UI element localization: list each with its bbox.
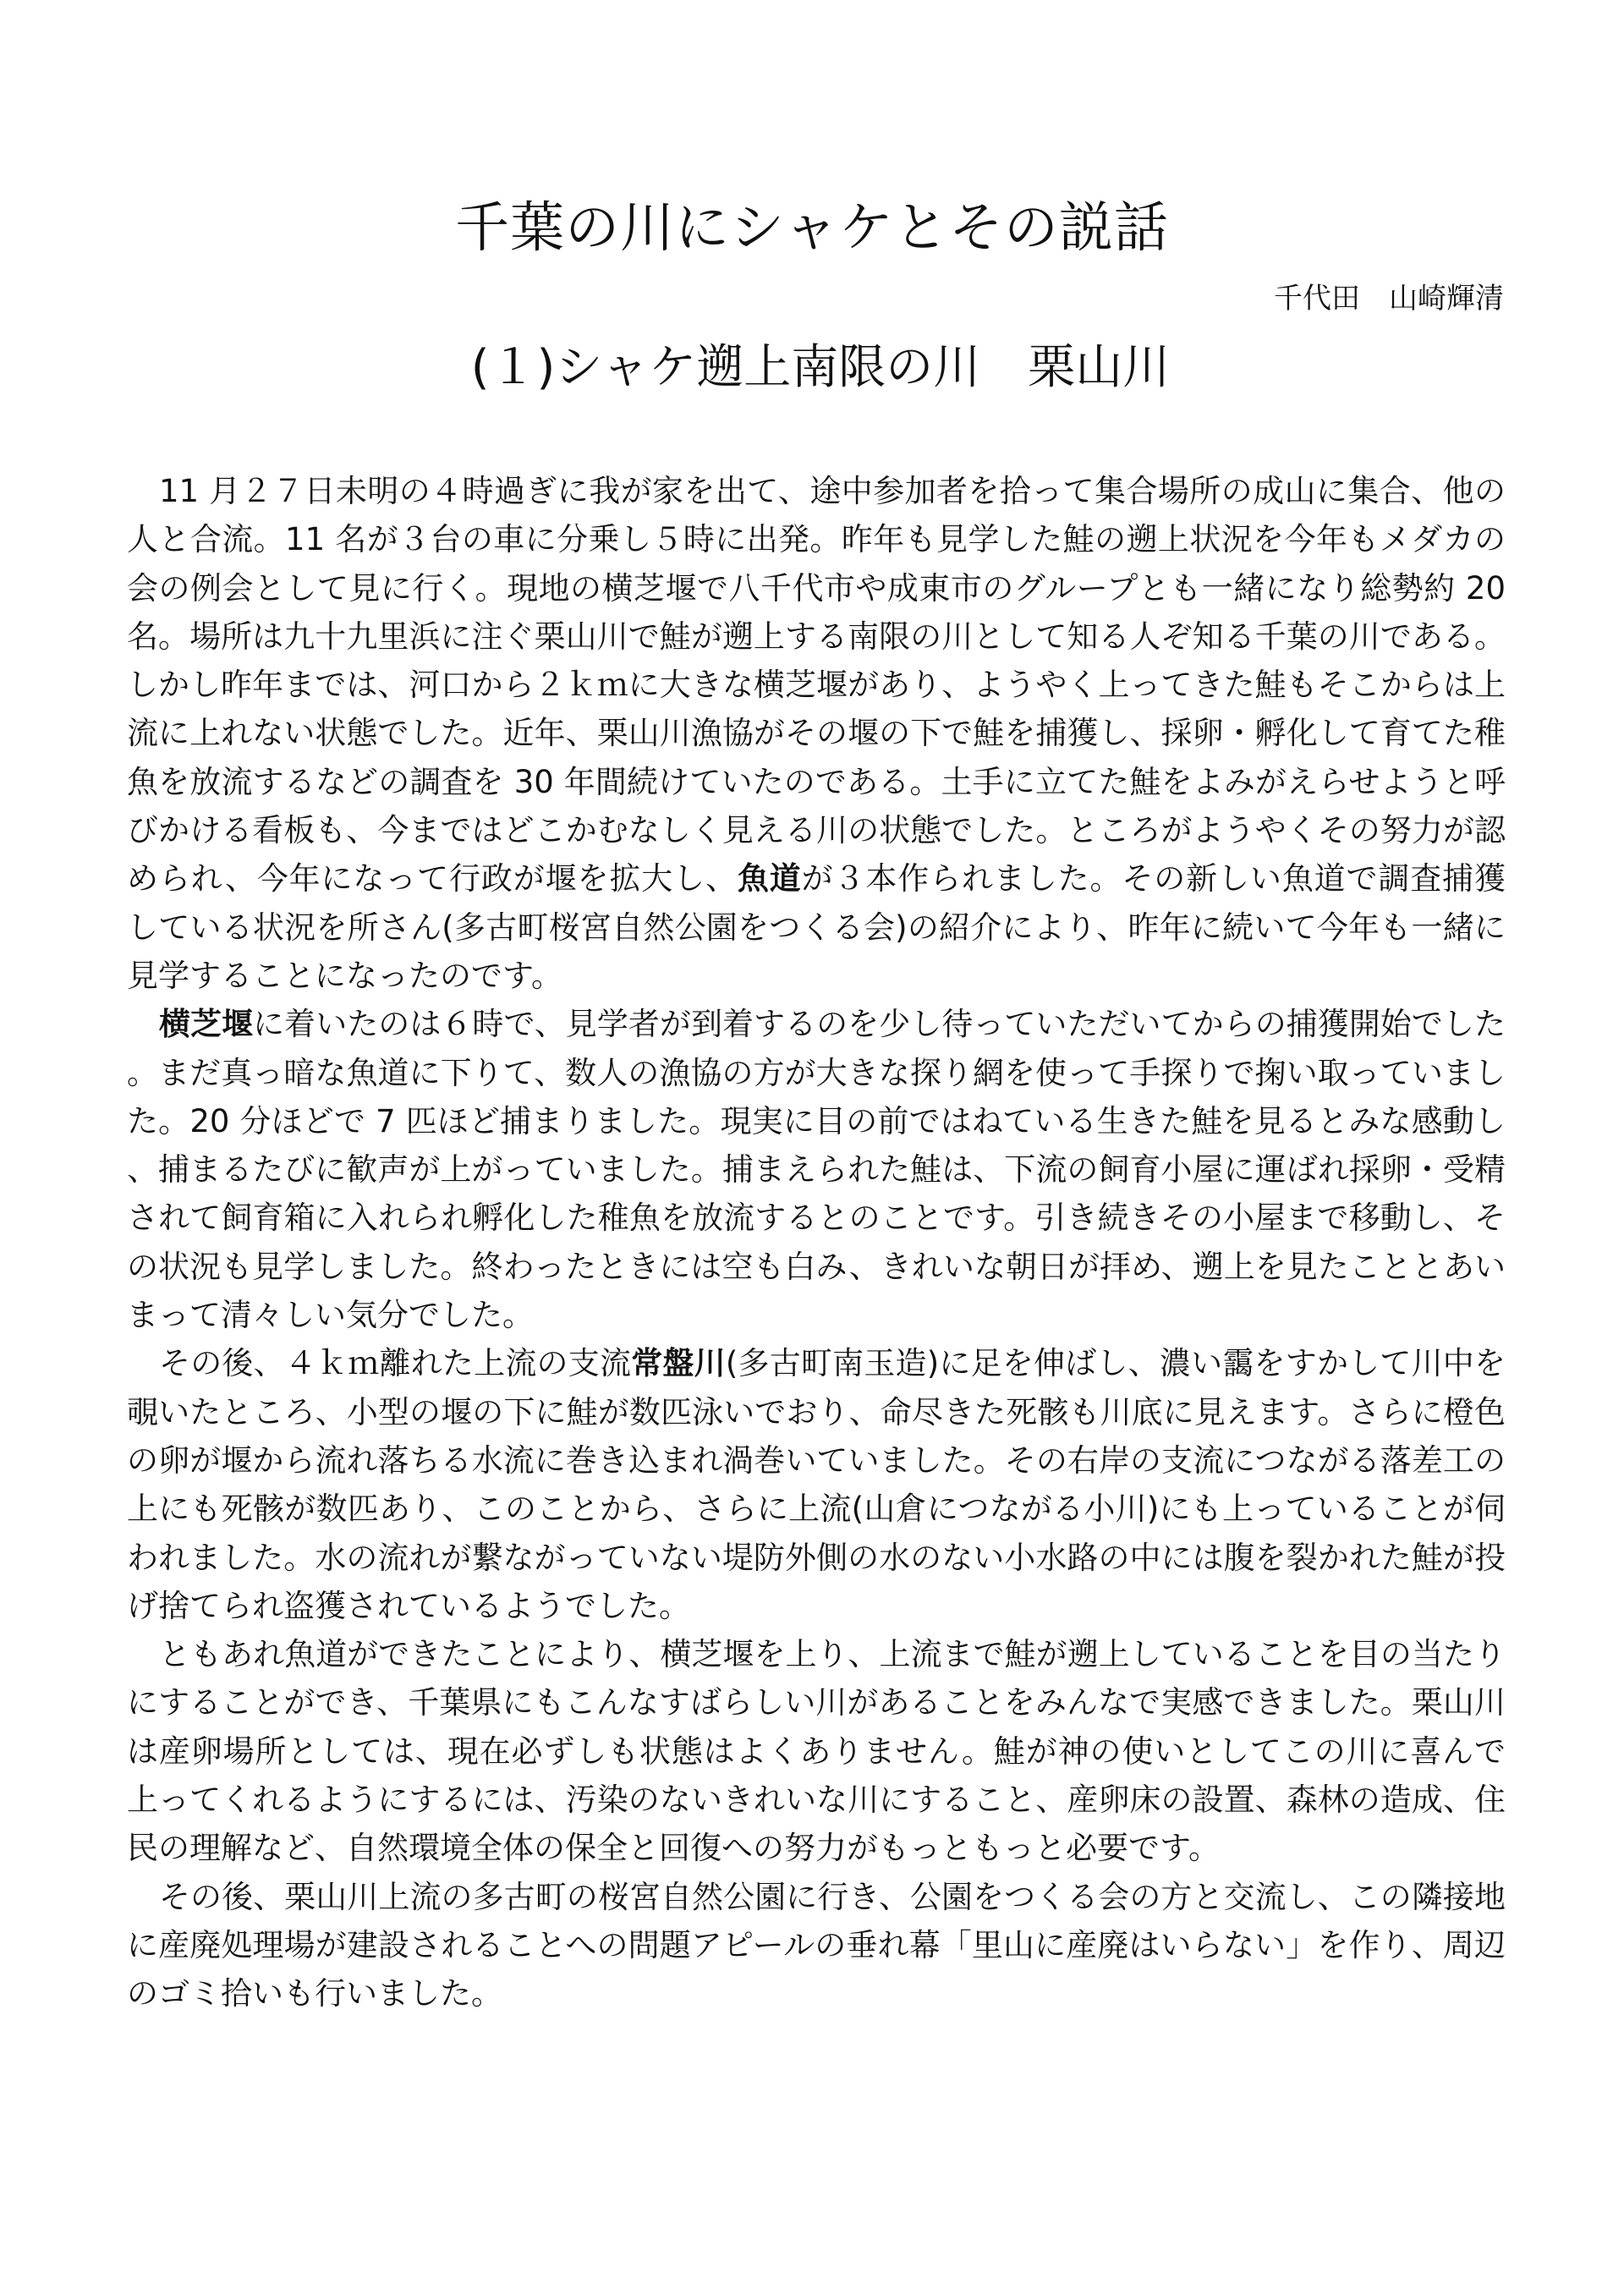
paragraph-5 <box>127 1873 1506 2018</box>
text-segment: その後、４ｋｍ離れた上流の支流 <box>159 1345 632 1382</box>
text-segment: が３本作られました。その新しい魚道で調査捕獲している状況を所さん(多古町桜宮自然公園をつくる会)の紹介により、昨年に続いて今年も一緒に見学することになったのです。 <box>127 860 1506 994</box>
text-segment: に着いたのは６時で、見学者が到着するのを少し待っていただいてからの捕獲開始でした。まだ真っ暗な魚道に下りて、数人の漁協の方が大きな探り網を使って手探りで掬い取っていました。20 分ほどで 7 匹ほど捕まりました。現実に目の前ではねている生きた鮭を見るとみな感動し、捕まるたびに歓声が上がっていました。捕まえられた鮭は、下流の飼育小屋に運ばれ採卵・受精されて飼育箱に入れられ孵化した稚魚を放流するとのことです。引き続きその小屋まで移動し、その状況も見学しました。終わったときには空も白み、きれいな朝日が拝め、遡上を見たこととあいまって清々しい気分でした。 <box>127 1006 1506 1334</box>
paragraph-2 <box>127 1000 1506 1339</box>
paragraph-4 <box>127 1630 1506 1872</box>
emphasis-gyodo: 魚道 <box>737 860 802 898</box>
paragraph-1 <box>127 467 1506 1000</box>
author-line: 千代田 山崎輝清 <box>1274 282 1504 316</box>
text-segment: (多古町南玉造)に足を伸ばし、濃い靄をすかして川中を覗いたところ、小型の堰の下に鮭が数匹泳いでおり、命尽きた死骸も川底に見えます。さらに橙色の卵が堰から流れ落ちる水流に巻き込まれ渦巻いていました。その右岸の支流につながる落差工の上にも死骸が数匹あり、このことから、さらに上流(山倉につながる小川)にも上っていることが伺われました。水の流れが繋ながっていない堤防外側の水のない小水路の中には腹を裂かれた鮭が投げ捨てられ盗獲されているようでした。 <box>127 1345 1506 1624</box>
article-body <box>127 467 1506 2018</box>
document-title: 千葉の川にシャケとその説話 <box>455 197 1169 260</box>
text-segment: その後、栗山川上流の多古町の桜宮自然公園に行き、公園をつくる会の方と交流し、この隣接地に産廃処理場が建設されることへの問題アピールの垂れ幕「里山に産廃はいらない」を作り、周辺のゴミ拾いも行いました。 <box>127 1878 1506 2012</box>
emphasis-tokiwagawa: 常盤川 <box>631 1345 726 1382</box>
text-segment: ともあれ魚道ができたことにより、横芝堰を上り、上流まで鮭が遡上していることを目の当たりにすることができ、千葉県にもこんなすばらしい川があることをみんなで実感できました。栗山川は産卵場所としては、現在必ずしも状態はよくありません。鮭が神の使いとしてこの川に喜んで上ってくれるようにするには、汚染のないきれいな川にすること、産卵床の設置、森林の造成、住民の理解など、自然環境全体の保全と回復への努力がもっともっと必要です。 <box>127 1636 1506 1867</box>
section-title: (１)シャケ遡上南限の川 栗山川 <box>470 340 1171 395</box>
text-segment: 11 月２７日未明の４時過ぎに我が家を出て、途中参加者を拾って集合場所の成山に集合、他の人と合流。11 名が３台の車に分乗し５時に出発。昨年も見学した鮭の遡上状況を今年もメダカの会の例会として見に行く。現地の横芝堰で八千代市や成東市のグループとも一緒になり総勢約 20 名。場所は九十九里浜に注ぐ栗山川で鮭が遡上する南限の川として知る人ぞ知る千葉の川である。しかし昨年までは、河口から２ｋｍに大きな横芝堰があり、ようやく上ってきた鮭もそこからは上流に上れない状態でした。近年、栗山川漁協がその堰の下で鮭を捕獲し、採卵・孵化して育てた稚魚を放流するなどの調査を 30 年間続けていたのである。土手に立てた鮭をよみがえらせようと呼びかける看板も、今まではどこかむなしく見える川の状態でした。ところがようやくその努力が認められ、今年になって行政が堰を拡大し、 <box>127 473 1506 898</box>
emphasis-yokoshiba-zeki: 横芝堰 <box>159 1006 254 1043</box>
paragraph-3 <box>127 1339 1506 1630</box>
